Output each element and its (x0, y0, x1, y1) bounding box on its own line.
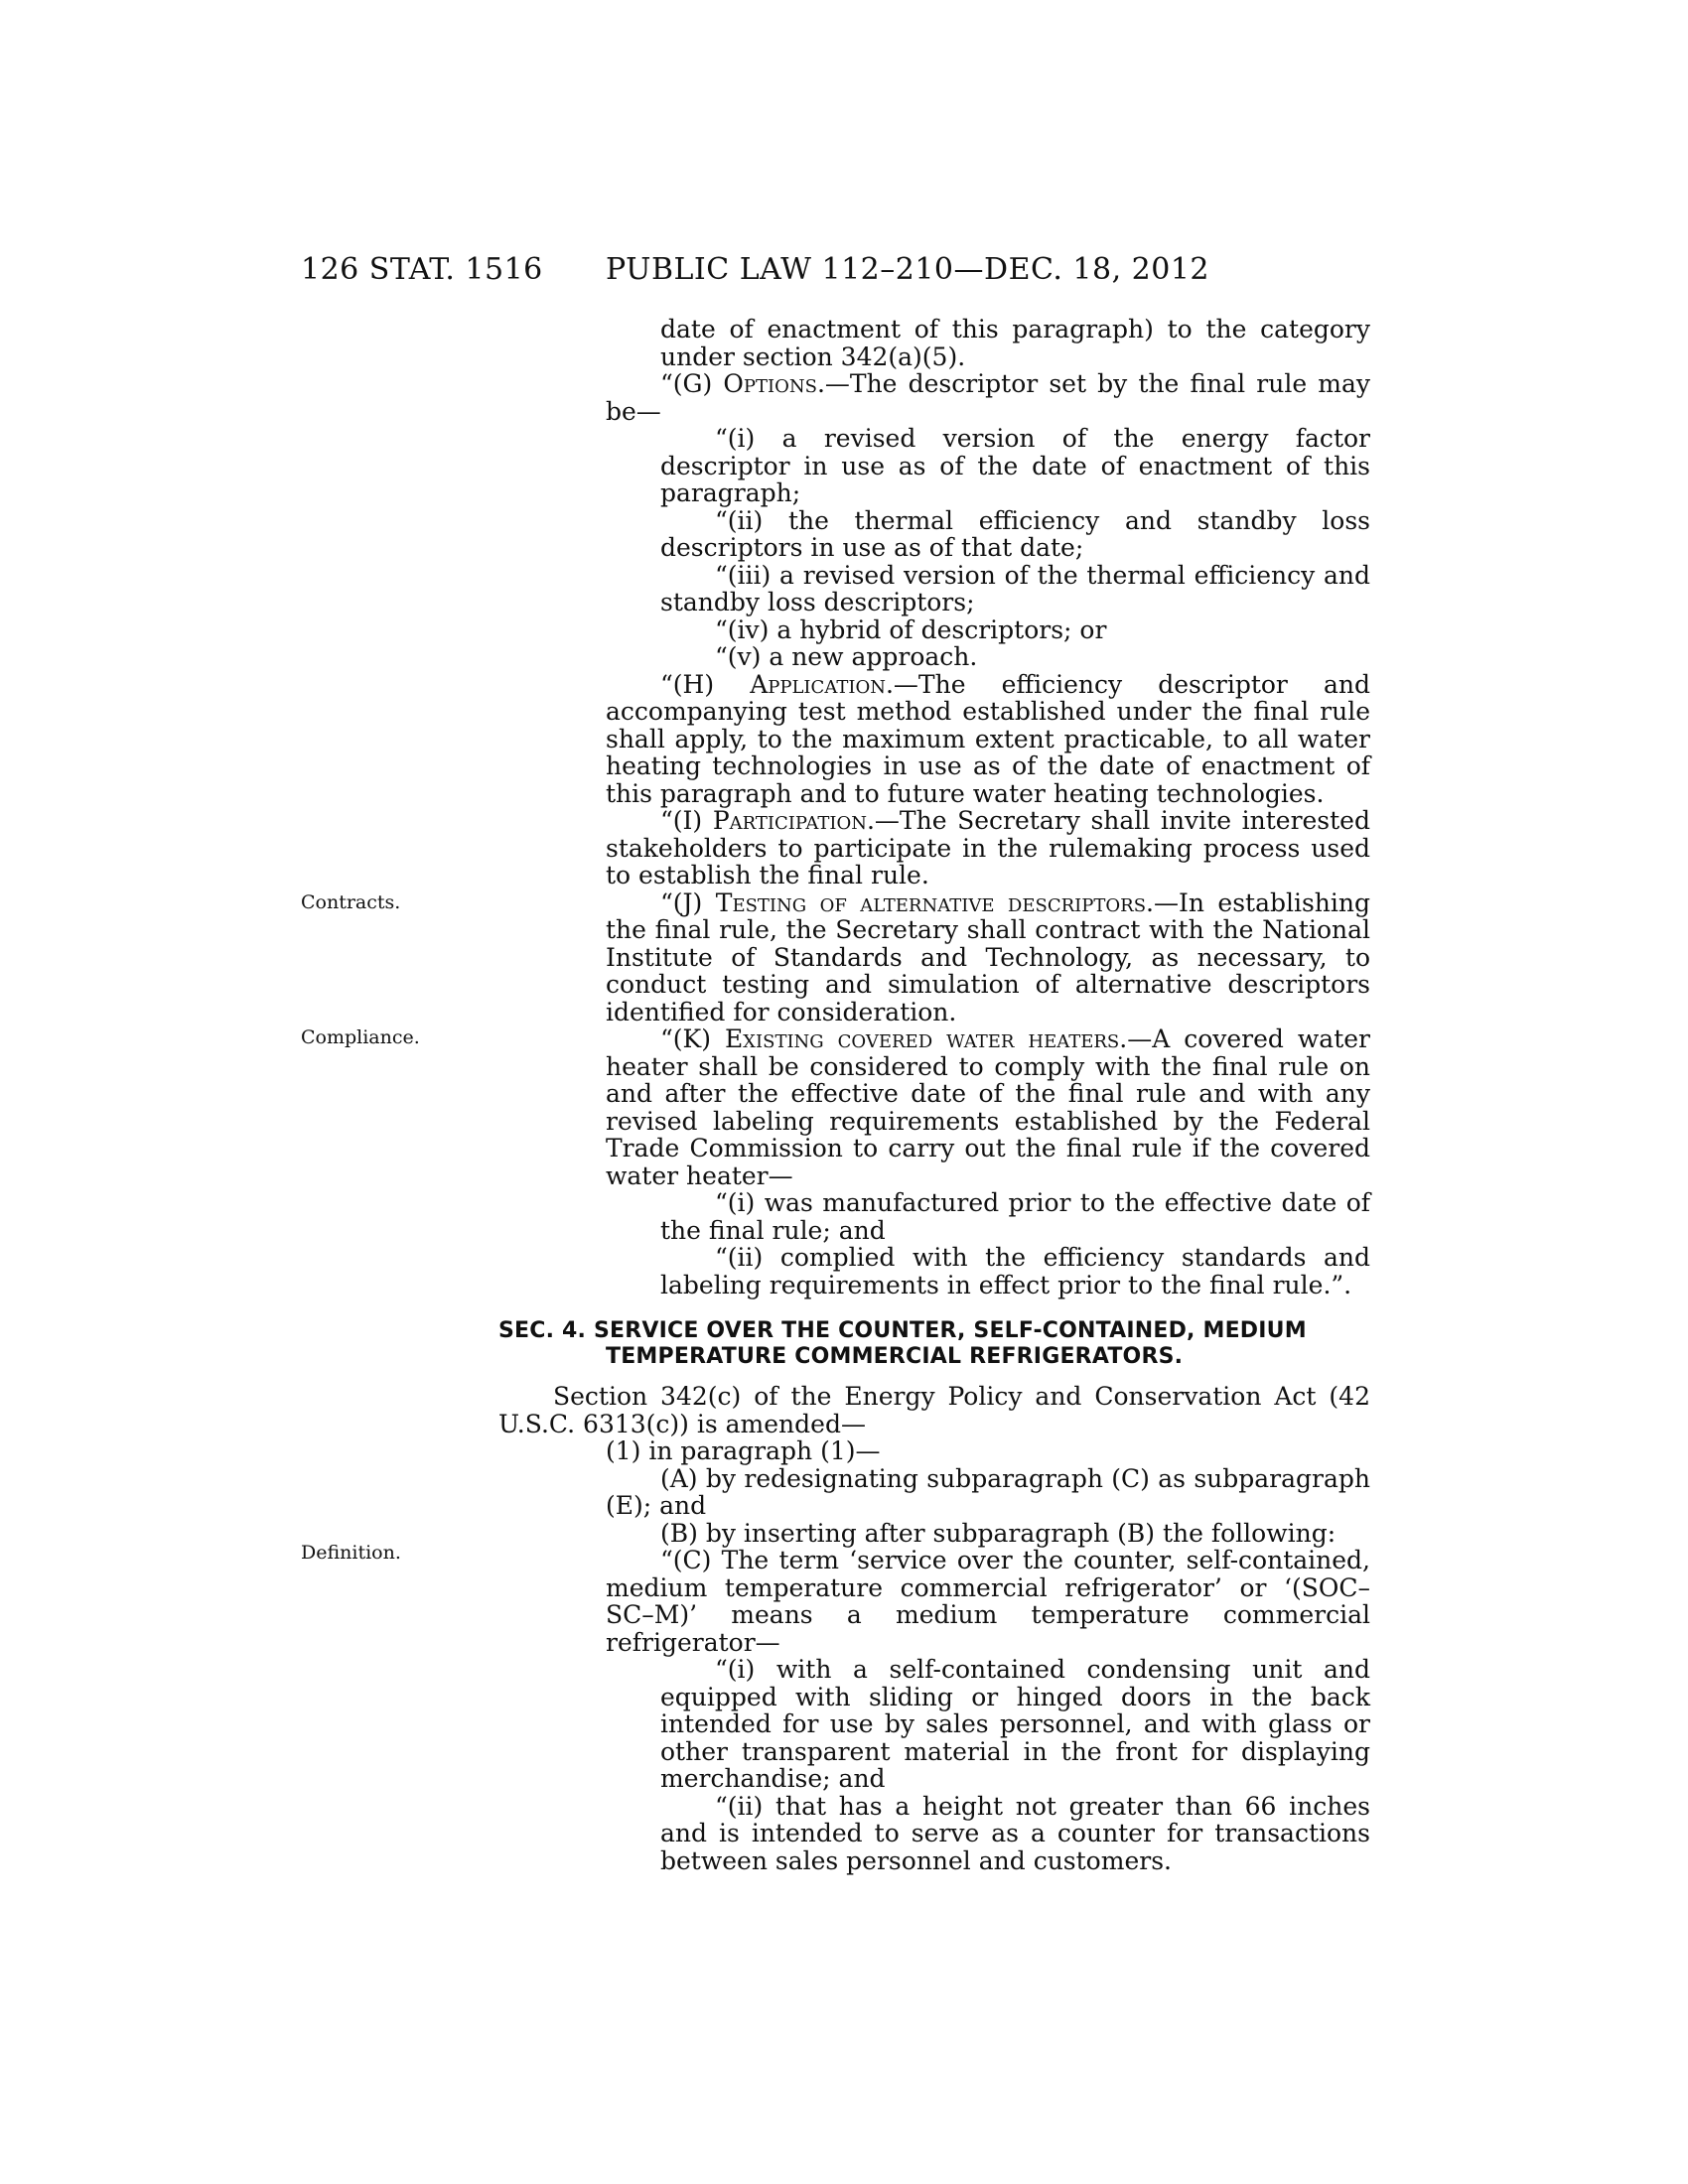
subparagraph-c-definition: “(C) The term ‘service over the counter, self-contained, medium temperature commercial refrigerator’ or ‘(SOC–SC–M)’ means a medium temperature commercial refrigerator— (606, 1546, 1370, 1657)
section-heading-line2: TEMPERATURE COMMERCIAL REFRIGERATORS. (606, 1344, 1184, 1369)
subparagraph-h: “(H) Application.—The efficiency descriptor and accompanying test method established under the final rule shall apply, to the maximum extent practicable, to all water heating technologies in use as of the date of enactment of this paragraph and to future water heating technologies. (606, 669, 1370, 808)
section-heading-line1: SEC. 4. SERVICE OVER THE COUNTER, SELF-CONTAINED, MEDIUM (498, 1318, 1307, 1343)
section-intro: Section 342(c) of the Energy Policy and Conservation Act (42 U.S.C. 6313(c)) is amended— (498, 1382, 1370, 1438)
clause-c-i: “(i) with a self-contained condensing unit and equipped with sliding or hinged doors in the back intended for use by sales personnel, and with glass or other transparent material in the front for displaying merchandise; and (660, 1655, 1370, 1793)
subparagraph-g: “(G) Options.—The descriptor set by the final rule may be— (606, 369, 1370, 426)
clause-k-ii: “(ii) complied with the efficiency standards and labeling requirements in effect prior to the final rule.”. (660, 1243, 1370, 1299)
subparagraph-i: “(I) Participation.—The Secretary shall invite interested stakeholders to participate in the rulemaking process used to establish the final rule. (606, 806, 1370, 889)
subparagraph-a: (A) by redesignating subparagraph (C) as subparagraph (E); and (606, 1463, 1370, 1520)
main-text-column (606, 316, 1370, 1298)
clause-g-v: “(v) a new approach. (715, 642, 978, 671)
heading-application: Application (750, 669, 886, 699)
subparagraph-j: “(J) Testing of alternative descriptors.—In establishing the final rule, the Secretary shall contract with the National Institute of Standards and Technology, as necessary, to conduct testing and simulation of alternative descriptors identified for consideration. (606, 887, 1370, 1026)
margin-note-definition: Definition. (301, 1542, 401, 1564)
heading-participation: Participation (712, 806, 867, 835)
paragraph-1: (1) in paragraph (1)— (606, 1436, 881, 1465)
running-header-title: PUBLIC LAW 112–210—DEC. 18, 2012 (606, 252, 1210, 287)
stat-page-number: 126 STAT. 1516 (301, 252, 543, 287)
clause-k-i: “(i) was manufactured prior to the effective date of the final rule; and (660, 1188, 1370, 1245)
clause-g-iii: “(iii) a revised version of the thermal efficiency and standby loss descriptors; (660, 560, 1370, 616)
clause-g-i: “(i) a revised version of the energy factor descriptor in use as of the date of enactment of this paragraph; (660, 424, 1370, 507)
clause-g-ii: “(ii) the thermal efficiency and standby loss descriptors in use as of that date; (660, 505, 1370, 562)
heading-options: Options (723, 369, 817, 398)
clause-c-ii: “(ii) that has a height not greater than 66 inches and is intended to serve as a counter for transactions between sales personnel and customers. (660, 1791, 1370, 1875)
subparagraph-b: (B) by inserting after subparagraph (B) the following: (660, 1518, 1336, 1548)
subparagraph-k: “(K) Existing covered water heaters.—A covered water heater shall be considered to comply with the final rule on and after the effective date of the final rule and with any revised labeling requirements established by the Federal Trade Commission to carry out the final rule if the covered water heater— (606, 1024, 1370, 1190)
section-4-text (498, 1383, 1370, 1874)
section-heading (498, 1318, 1370, 1370)
paragraph-continuation: date of enactment of this paragraph) to the category under section 342(a)(5). (660, 315, 1370, 371)
clause-g-iv: “(iv) a hybrid of descriptors; or (715, 614, 1107, 644)
margin-note-compliance: Compliance. (301, 1026, 420, 1048)
heading-existing-heaters: Existing covered water heaters (724, 1024, 1120, 1053)
margin-note-contracts: Contracts. (301, 891, 401, 913)
heading-testing: Testing of alternative descriptors (715, 887, 1147, 917)
